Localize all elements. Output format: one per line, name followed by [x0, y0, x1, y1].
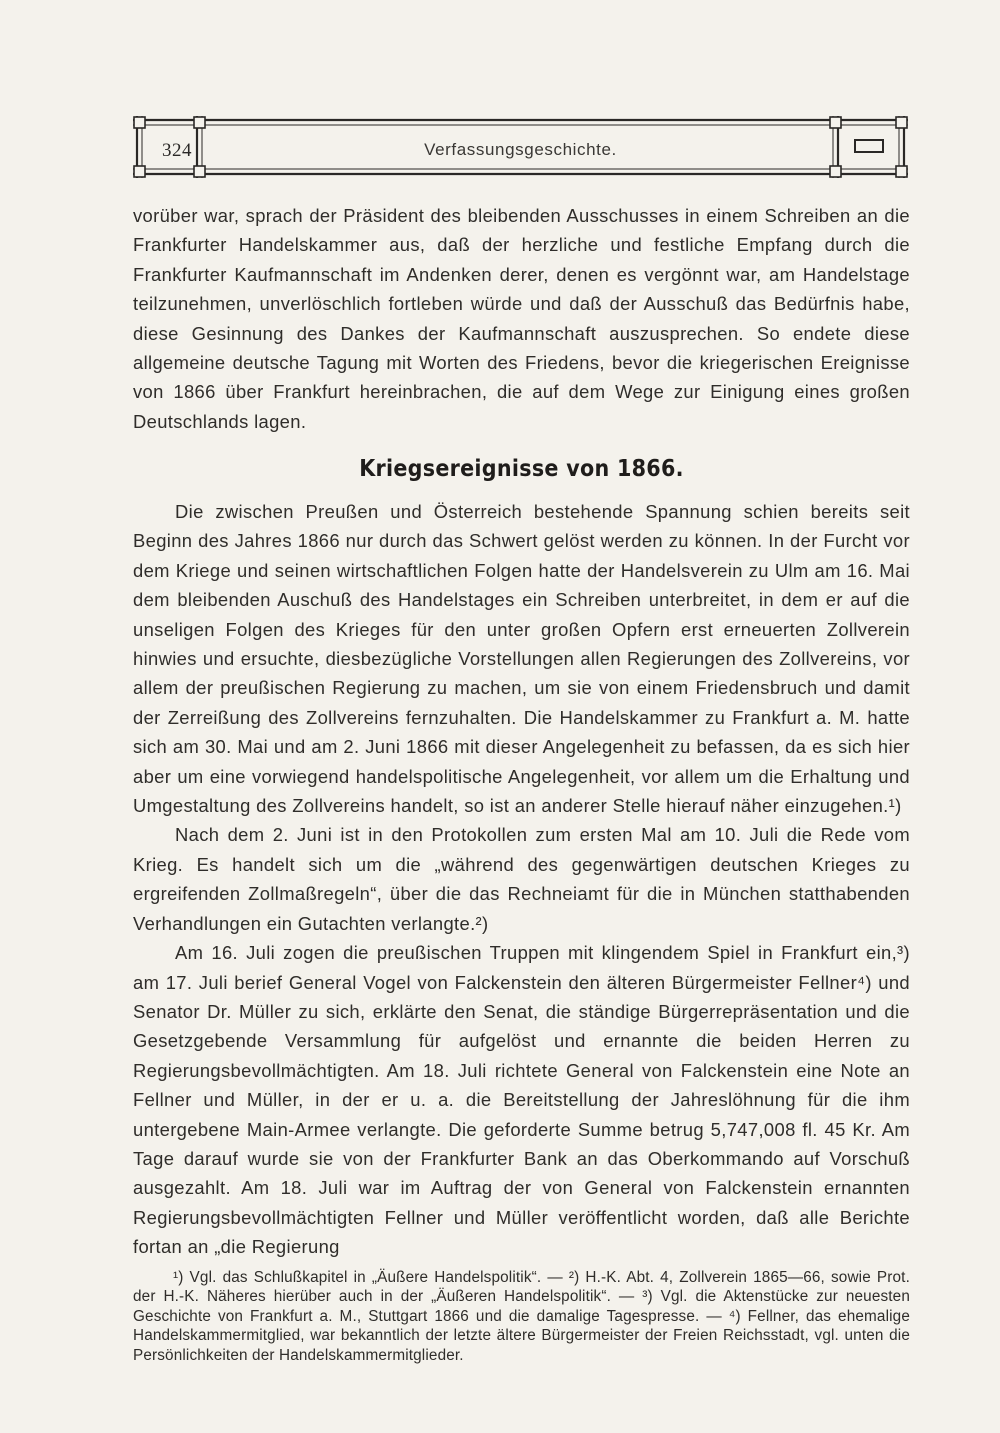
section-heading: Kriegsereignisse von 1866. [359, 456, 684, 482]
paragraph: Die zwischen Preußen und Österreich bestehende Spannung schien bereits seit Beginn des Jahres 1866 nur durch das Schwert gelöst werden zu können. In der Furcht vor dem Kriege und seinen wirtschaftlichen Folgen hatte der Handelsverein zu Ulm am 16. Mai dem bleibenden Auschuß des Handelstages ein Schreiben unterbreitet, in dem er auf die unseligen Folgen des Krieges für den unter großen Opfern erst erneuerten Zollverein hinwies und ersuchte, diesbezügliche Vorstellungen allen Regierungen des Zollvereins, vor allem der preußischen Regierung zu machen, um sie von einem Friedensbruch und damit der Zerreißung des Zollvereins fernzuhalten. Die Handelskammer zu Frankfurt a. M. hatte sich am 30. Mai und am 2. Juni 1866 mit dieser Angelegenheit zu befassen, da es sich hier aber um eine vorwiegend handelspolitische Angelegenheit, vor allem um die Erhaltung und Umgestaltung des Zollvereins handelt, so ist an anderer Stelle hierauf näher einzugehen.¹) [133, 501, 910, 817]
paragraph: Nach dem 2. Juni ist in den Protokollen zum ersten Mal am 10. Juli die Rede vom Krieg. Es handelt sich um die „während des gegenwärtigen deutschen Krieges zu ergreifenden Zollmaßregeln“, über die das Rechneiamt für die in München statthabenden Verhandlungen ein Gutachten verlangte.²) [133, 824, 910, 934]
page-number: 324 [162, 140, 192, 161]
intro-text [133, 201, 910, 436]
paragraph: Am 16. Juli zogen die preußischen Truppen mit klingendem Spiel in Frankfurt ein,³) am 17. Juli berief General Vogel von Falckenstein den älteren Bürgermeister Fellner⁴) und Senator Dr. Müller zu sich, erklärte den Senat, die ständige Bürgerrepräsentation und die Gesetzgebende Versammlung für aufgelöst und ernannte die beiden Herren zu Regierungsbevollmächtigten. Am 18. Juli richtete General von Falckenstein eine Note an Fellner und Müller, in der er u. a. die Bereitstellung der Jahreslöhnung für die ihm untergebene Main-Armee verlangte. Die geforderte Summe betrug 5,747,008 fl. 45 Kr. Am Tage darauf wurde sie von der Frankfurter Bank an das Oberkommando auf Vorschuß ausgezahlt. Am 18. Juli war im Auftrag der von General von Falckenstein ernannten Regierungsbevollmächtigten Fellner und Müller veröffentlicht worden, daß alle Berichte fortan an „die Regierung [133, 942, 910, 1258]
footnote-text: ¹) Vgl. das Schlußkapitel in „Äußere Handelspolitik“. — ²) H.-K. Abt. 4, Zollverein 1865—66, sowie Prot. der H.-K. Näheres hierüber auch in der „Äußeren Handelspolitik“. — ³) Vgl. die Aktenstücke zur neuesten Geschichte von Frankfurt a. M., Stuttgart 1866 und die damalige Tagespresse. — ⁴) Fellner, das ehemalige Handelskammermitglied, war bekanntlich der letzte ältere Bürgermeister der Freien Reichsstadt, vgl. unten die Persönlichkeiten der Handelskammermitglieder. [133, 1269, 910, 1364]
intro-paragraph: vorüber war, sprach der Präsident des bleibenden Ausschusses in einem Schreiben an die Frankfurter Handelskammer aus, daß der herzliche und festliche Empfang durch die Frankfurter Kaufmannschaft im Andenken derer, denen es vergönnt war, am Handelstage teilzunehmen, unverlöschlich fortleben würde und daß der Ausschuß das Bedürfnis habe, diese Gesinnung des Dankes der Kaufmannschaft auszusprechen. So endete diese allgemeine deutsche Tagung mit Worten des Friedens, bevor die kriegerischen Ereignisse von 1866 über Frankfurt hereinbrachen, die auf dem Wege zur Einigung eines großen Deutschlands lagen. [133, 205, 910, 432]
main-text [133, 497, 910, 1262]
footnotes [133, 1268, 910, 1365]
page-header [133, 116, 908, 178]
running-head: Verfassungsgeschichte. [424, 140, 617, 159]
